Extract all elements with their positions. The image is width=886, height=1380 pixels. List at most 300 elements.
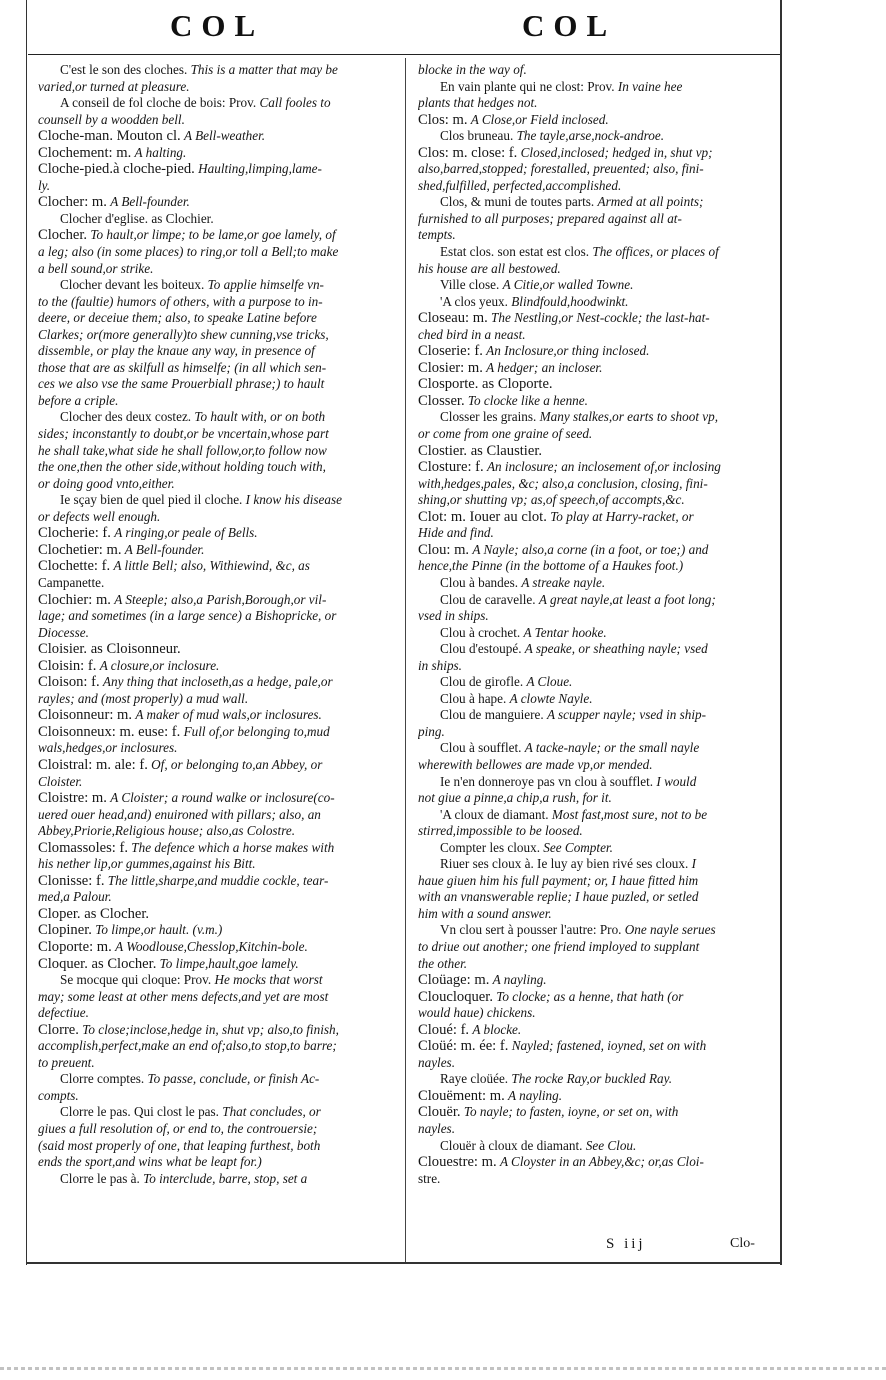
scan-edge-artifact bbox=[0, 1367, 886, 1370]
dictionary-line bbox=[38, 409, 398, 426]
english-gloss: See Compter. bbox=[543, 839, 613, 855]
header-rule bbox=[28, 54, 780, 55]
english-gloss: A Bell-founder. bbox=[124, 541, 205, 557]
dictionary-line bbox=[38, 856, 398, 873]
english-gloss: or defects well enough. bbox=[38, 508, 161, 524]
dictionary-line bbox=[38, 625, 398, 642]
dictionary-line bbox=[418, 740, 773, 757]
dictionary-line bbox=[418, 145, 773, 162]
english-gloss: with an vnanswerable replie; I haue puzled, or setled bbox=[418, 889, 699, 905]
dictionary-line bbox=[38, 956, 398, 973]
dictionary-line bbox=[38, 939, 398, 956]
english-gloss: A great nayle,at least a foot long; bbox=[538, 591, 716, 607]
french-term: Compter les cloux. bbox=[440, 839, 540, 855]
french-term: stre. bbox=[418, 1170, 441, 1186]
footer-rule bbox=[26, 1262, 782, 1264]
english-gloss: ends the sport,and wins what be leapt for.) bbox=[38, 1154, 262, 1170]
dictionary-line bbox=[418, 691, 773, 708]
dictionary-line bbox=[38, 724, 398, 741]
english-gloss: To passe, conclude, or finish Ac- bbox=[147, 1071, 320, 1087]
english-gloss: I bbox=[691, 856, 696, 872]
dictionary-line bbox=[418, 757, 773, 774]
dictionary-line bbox=[418, 393, 773, 410]
dictionary-line bbox=[418, 807, 773, 824]
dictionary-line bbox=[38, 343, 398, 360]
english-gloss: See Clou. bbox=[585, 1137, 637, 1153]
english-gloss: The little,sharpe,and muddie cockle, tear- bbox=[107, 872, 329, 888]
english-gloss: A Cloister; a round walke or inclosure(co- bbox=[110, 790, 335, 806]
dictionary-line bbox=[418, 112, 773, 129]
english-gloss: An Inclosure,or thing inclosed. bbox=[486, 343, 650, 359]
english-gloss: In vaine hee bbox=[617, 78, 683, 94]
french-term: Clocherie: f. bbox=[38, 525, 111, 542]
english-gloss: A hedger; an incloser. bbox=[486, 359, 603, 375]
dictionary-line bbox=[38, 1005, 398, 1022]
english-gloss: not giue a pinne,a chip,a rush, for it. bbox=[418, 790, 612, 806]
english-gloss: A blocke. bbox=[472, 1021, 522, 1037]
french-term: 'A clos yeux. bbox=[440, 293, 508, 309]
dictionary-line bbox=[38, 889, 398, 906]
french-term: Cloquer. as Clocher. bbox=[38, 955, 157, 972]
english-gloss: A nayling. bbox=[492, 972, 547, 988]
french-term: Clouër à cloux de diamant. bbox=[440, 1137, 583, 1153]
english-gloss: giues a full resolution of, or end to, the controuersie; bbox=[38, 1121, 318, 1136]
english-gloss: Cloister. bbox=[38, 773, 83, 789]
dictionary-line bbox=[38, 376, 398, 393]
english-gloss: nayles. bbox=[418, 1054, 455, 1070]
dictionary-line bbox=[418, 674, 773, 691]
french-term: Clomassoles: f. bbox=[38, 839, 128, 856]
english-gloss: med,a Palour. bbox=[38, 889, 112, 905]
english-gloss: The offices, or places of bbox=[592, 244, 719, 260]
dictionary-line bbox=[38, 1104, 398, 1121]
dictionary-line bbox=[418, 327, 773, 344]
english-gloss: (said most properly of one, that leaping furthest, both bbox=[38, 1137, 321, 1153]
english-gloss: his nether lip,or gummes,against his Bitt. bbox=[38, 856, 256, 872]
french-term: Se mocque qui cloque: Prov. bbox=[60, 972, 212, 988]
english-gloss: or come from one graine of seed. bbox=[418, 426, 593, 442]
dictionary-line bbox=[38, 1171, 398, 1188]
left-column bbox=[38, 62, 398, 1187]
english-gloss: Armed at all points; bbox=[597, 194, 704, 210]
english-gloss: I would bbox=[656, 773, 697, 789]
dictionary-line bbox=[418, 840, 773, 857]
english-gloss: That concludes, or bbox=[222, 1104, 321, 1120]
english-gloss: the other. bbox=[418, 955, 468, 971]
english-gloss: compts. bbox=[38, 1087, 79, 1103]
french-term: Clos: m. close: f. bbox=[418, 144, 518, 161]
dictionary-line bbox=[38, 1154, 398, 1171]
dictionary-line bbox=[38, 691, 398, 708]
dictionary-line bbox=[418, 459, 773, 476]
dictionary-line bbox=[38, 1121, 398, 1138]
french-term: Raye cloüée. bbox=[440, 1071, 509, 1087]
english-gloss: I know his disease bbox=[245, 492, 342, 508]
english-gloss: with,hedges,pales, &c; also,a conclusion, closing, fini- bbox=[418, 475, 708, 491]
dictionary-line bbox=[38, 443, 398, 460]
dictionary-line bbox=[38, 360, 398, 377]
english-gloss: to preuent. bbox=[38, 1054, 95, 1070]
dictionary-line bbox=[38, 1038, 398, 1055]
english-gloss: tempts. bbox=[418, 227, 456, 243]
french-term: Closporte. as Cloporte. bbox=[418, 376, 553, 393]
french-term: Clochement: m. bbox=[38, 144, 132, 161]
english-gloss: counsell by a woodden bell. bbox=[38, 111, 185, 127]
english-gloss: A Citie,or walled Towne. bbox=[502, 277, 634, 293]
english-gloss: wherewith bellowes are made vp,or mended. bbox=[418, 756, 653, 772]
dictionary-line bbox=[418, 343, 773, 360]
dictionary-line bbox=[418, 128, 773, 145]
english-gloss: A Cloue. bbox=[526, 674, 573, 690]
dictionary-line bbox=[418, 277, 773, 294]
english-gloss: To play at Harry-racket, or bbox=[550, 508, 694, 524]
english-gloss: Clarkes; or(more generally)to shew cunning,vse tricks, bbox=[38, 326, 329, 342]
dictionary-line bbox=[38, 608, 398, 625]
english-gloss: A Close,or Field inclosed. bbox=[470, 111, 609, 127]
dictionary-line bbox=[418, 95, 773, 112]
dictionary-line bbox=[418, 658, 773, 675]
english-gloss: To hault with, or on both bbox=[194, 409, 326, 425]
french-term: Closture: f. bbox=[418, 459, 484, 476]
dictionary-line bbox=[418, 1138, 773, 1155]
french-term: Cloisonneur: m. bbox=[38, 707, 133, 724]
french-term: Closser. bbox=[418, 392, 465, 409]
dictionary-line bbox=[418, 1104, 773, 1121]
dictionary-line bbox=[38, 161, 398, 178]
english-gloss: To applie himselfe vn- bbox=[207, 277, 324, 293]
english-gloss: Blindfould,hoodwinkt. bbox=[511, 293, 629, 309]
english-gloss: in ships. bbox=[418, 657, 462, 673]
french-term: Clou à hape. bbox=[440, 690, 507, 706]
french-term: Estat clos. son estat est clos. bbox=[440, 244, 590, 260]
english-gloss: The defence which a horse makes with bbox=[131, 839, 335, 855]
english-gloss: or doing good vnto,either. bbox=[38, 475, 175, 491]
french-term: Clonisse: f. bbox=[38, 872, 105, 889]
english-gloss: deere, or deceiue them; also, to speake Latine before bbox=[38, 310, 317, 326]
english-gloss: Call fooles to bbox=[259, 95, 331, 111]
dictionary-line bbox=[38, 62, 398, 79]
running-headword-left: COL bbox=[170, 8, 265, 43]
dictionary-line bbox=[418, 227, 773, 244]
french-term: Clou à crochet. bbox=[440, 624, 521, 640]
french-term: Ie sçay bien de quel pied il cloche. bbox=[60, 492, 243, 508]
dictionary-line bbox=[38, 740, 398, 757]
english-gloss: furnished to all purposes; prepared against all at- bbox=[418, 210, 682, 226]
french-term: Clouër. bbox=[418, 1104, 461, 1121]
french-term: Cloisonneux: m. euse: f. bbox=[38, 723, 181, 740]
dictionary-line bbox=[38, 509, 398, 526]
english-gloss: Many stalkes,or earts to shoot vp, bbox=[539, 409, 719, 425]
french-term: Clochier: m. bbox=[38, 591, 111, 608]
dictionary-line bbox=[418, 261, 773, 278]
dictionary-line bbox=[418, 956, 773, 973]
dictionary-line bbox=[38, 426, 398, 443]
french-term: Ie n'en donneroye pas vn clou à soufflet. bbox=[440, 773, 654, 789]
dictionary-line bbox=[38, 823, 398, 840]
dictionary-line bbox=[38, 294, 398, 311]
french-term: Cloué: f. bbox=[418, 1021, 470, 1038]
french-term: Clos, & muni de toutes parts. bbox=[440, 194, 595, 210]
dictionary-line bbox=[38, 310, 398, 327]
dictionary-line bbox=[38, 807, 398, 824]
english-gloss: Nayled; fastened, ioyned, set on with bbox=[511, 1038, 707, 1054]
english-gloss: To clocke like a henne. bbox=[467, 392, 588, 408]
dictionary-line bbox=[38, 558, 398, 575]
dictionary-line bbox=[418, 724, 773, 741]
french-term: Closerie: f. bbox=[418, 343, 483, 360]
english-gloss: Closed,inclosed; hedged in, shut vp; bbox=[520, 144, 713, 160]
french-term: Closeau: m. bbox=[418, 310, 488, 327]
french-term: 'A cloux de diamant. bbox=[440, 806, 549, 822]
english-gloss: dissemble, or play the knaue any way, in presence of bbox=[38, 343, 315, 359]
english-gloss: wals,hedges,or inclosures. bbox=[38, 740, 178, 756]
english-gloss: One nayle serues bbox=[624, 922, 716, 938]
dictionary-line bbox=[38, 972, 398, 989]
dictionary-line bbox=[38, 1138, 398, 1155]
french-term: Clorre le pas. Qui clost le pas. bbox=[60, 1104, 219, 1120]
english-gloss: A halting. bbox=[134, 144, 187, 160]
french-term: Cloucloquer. bbox=[418, 988, 493, 1005]
english-gloss: varied,or turned at pleasure. bbox=[38, 78, 190, 94]
english-gloss: An inclosure; an inclosement of,or inclosing bbox=[486, 459, 721, 475]
english-gloss: a bell sound,or strike. bbox=[38, 260, 154, 276]
dictionary-line bbox=[418, 1071, 773, 1088]
english-gloss: A nayling. bbox=[508, 1087, 563, 1103]
english-gloss: Most fast,most sure, not to be bbox=[551, 806, 708, 822]
english-gloss: also,barred,stopped; forestalled, preuented; also, fini- bbox=[418, 161, 704, 177]
english-gloss: may; some least at other mens defects,and yet are most bbox=[38, 988, 329, 1004]
dictionary-line bbox=[418, 558, 773, 575]
french-term: Cloper. as Clocher. bbox=[38, 905, 150, 922]
dictionary-line bbox=[418, 1038, 773, 1055]
english-gloss: Haulting,limping,lame- bbox=[198, 161, 322, 177]
dictionary-line bbox=[38, 542, 398, 559]
french-term: Closser les grains. bbox=[440, 409, 537, 425]
english-gloss: A Bell-weather. bbox=[183, 128, 266, 144]
english-gloss: vsed in ships. bbox=[418, 608, 489, 624]
french-term: C'est le son des cloches. bbox=[60, 62, 188, 77]
signature-mark: S iij bbox=[606, 1236, 646, 1252]
dictionary-line bbox=[418, 194, 773, 211]
french-term: Cloistre: m. bbox=[38, 790, 107, 807]
dictionary-line bbox=[418, 244, 773, 261]
dictionary-line bbox=[418, 922, 773, 939]
dictionary-line bbox=[418, 509, 773, 526]
french-term: Ville close. bbox=[440, 277, 500, 293]
dictionary-line bbox=[38, 592, 398, 609]
french-term: Clos: m. bbox=[418, 111, 468, 128]
dictionary-line bbox=[418, 1055, 773, 1072]
dictionary-line bbox=[418, 360, 773, 377]
english-gloss: uered ouer head,and) enuironed with pillars; also, an bbox=[38, 806, 321, 822]
english-gloss: his house are all bestowed. bbox=[418, 260, 561, 276]
french-term: Clocher: m. bbox=[38, 194, 107, 211]
english-gloss: Of, or belonging to,an Abbey, or bbox=[151, 756, 323, 772]
dictionary-line bbox=[38, 641, 398, 658]
english-gloss: A clowte Nayle. bbox=[509, 690, 593, 706]
dictionary-line bbox=[38, 575, 398, 592]
english-gloss: nayles. bbox=[418, 1121, 455, 1136]
english-gloss: A maker of mud wals,or inclosures. bbox=[135, 707, 322, 723]
english-gloss: stirred,impossible to be loosed. bbox=[418, 823, 583, 839]
english-gloss: him with a sound answer. bbox=[418, 905, 552, 921]
dictionary-line bbox=[38, 393, 398, 410]
french-term: Clochette: f. bbox=[38, 558, 111, 575]
french-term: Clou à bandes. bbox=[440, 574, 519, 590]
french-term: Cloüé: m. ée: f. bbox=[418, 1038, 509, 1055]
dictionary-line bbox=[418, 939, 773, 956]
english-gloss: To close;inclose,hedge in, shut vp; also,to finish, bbox=[82, 1021, 339, 1037]
dictionary-line bbox=[418, 608, 773, 625]
english-gloss: A streake nayle. bbox=[521, 574, 606, 590]
dictionary-line bbox=[38, 1088, 398, 1105]
dictionary-line bbox=[38, 244, 398, 261]
english-gloss: A Cloyster in an Abbey,&c; or,as Cloi- bbox=[499, 1154, 704, 1170]
dictionary-line bbox=[418, 62, 773, 79]
dictionary-line bbox=[418, 1154, 773, 1171]
running-headword-right: COL bbox=[522, 8, 617, 43]
english-gloss: Hide and find. bbox=[418, 525, 494, 541]
french-term: En vain plante qui ne clost: Prov. bbox=[440, 78, 615, 94]
dictionary-line bbox=[418, 906, 773, 923]
french-term: Clou de caravelle. bbox=[440, 591, 536, 607]
english-gloss: A Nayle; also,a corne (in a foot, or toe;) and bbox=[472, 541, 709, 557]
dictionary-line bbox=[418, 542, 773, 559]
dictionary-line bbox=[418, 641, 773, 658]
english-gloss: defectiue. bbox=[38, 1005, 89, 1021]
dictionary-line bbox=[418, 476, 773, 493]
dictionary-line bbox=[38, 194, 398, 211]
french-term: Clopiner. bbox=[38, 922, 92, 939]
dictionary-line bbox=[38, 79, 398, 96]
dictionary-line bbox=[38, 459, 398, 476]
dictionary-line bbox=[418, 889, 773, 906]
english-gloss: He mocks that worst bbox=[214, 972, 323, 988]
french-term: Clostier. as Claustier. bbox=[418, 442, 543, 459]
dictionary-line bbox=[418, 409, 773, 426]
dictionary-line bbox=[418, 790, 773, 807]
dictionary-line bbox=[38, 128, 398, 145]
dictionary-line bbox=[418, 376, 773, 393]
dictionary-line bbox=[38, 658, 398, 675]
english-gloss: A Woodlouse,Chesslop,Kitchin-bole. bbox=[115, 938, 308, 954]
english-gloss: To interclude, barre, stop, set a bbox=[143, 1170, 308, 1186]
french-term: Clorre comptes. bbox=[60, 1071, 145, 1087]
english-gloss: before a criple. bbox=[38, 392, 119, 408]
french-term: Clouestre: m. bbox=[418, 1154, 497, 1171]
english-gloss: hence,the Pinne (in the bottome of a Haukes foot.) bbox=[418, 558, 684, 574]
english-gloss: Any thing that incloseth,as a hedge, pale,or bbox=[102, 674, 333, 690]
dictionary-line bbox=[418, 625, 773, 642]
french-term: Campanette. bbox=[38, 574, 105, 590]
french-term: Clouëment: m. bbox=[418, 1087, 505, 1104]
catchword: Clo- bbox=[730, 1236, 755, 1251]
french-term: Clou de girofle. bbox=[440, 674, 524, 690]
english-gloss: This is a matter that may be bbox=[190, 62, 338, 77]
english-gloss: Diocesse. bbox=[38, 624, 89, 640]
french-term: Cloporte: m. bbox=[38, 938, 112, 955]
dictionary-line bbox=[418, 774, 773, 791]
english-gloss: The rocke Ray,or buckled Ray. bbox=[511, 1071, 673, 1087]
dictionary-line bbox=[418, 1005, 773, 1022]
dictionary-line bbox=[418, 79, 773, 96]
french-term: Cloison: f. bbox=[38, 674, 100, 691]
french-term: Clou de manguiere. bbox=[440, 707, 544, 723]
column-divider bbox=[405, 58, 406, 1263]
english-gloss: The tayle,arse,nock-androe. bbox=[516, 128, 665, 144]
dictionary-line bbox=[38, 922, 398, 939]
english-gloss: plants that hedges not. bbox=[418, 95, 538, 111]
french-term: Clot: m. Iouer au clot. bbox=[418, 508, 547, 525]
dictionary-line bbox=[38, 774, 398, 791]
french-term: Clocher. bbox=[38, 227, 88, 244]
dictionary-line bbox=[38, 1071, 398, 1088]
dictionary-line bbox=[418, 707, 773, 724]
dictionary-line bbox=[418, 1022, 773, 1039]
dictionary-line bbox=[418, 972, 773, 989]
english-gloss: lage; and sometimes (in a large sence) a Bishopricke, or bbox=[38, 608, 337, 624]
english-gloss: ping. bbox=[418, 723, 445, 739]
dictionary-line bbox=[418, 856, 773, 873]
dictionary-line bbox=[38, 145, 398, 162]
english-gloss: ched bird in a neast. bbox=[418, 326, 526, 342]
dictionary-line bbox=[38, 707, 398, 724]
dictionary-line bbox=[38, 95, 398, 112]
dictionary-line bbox=[418, 426, 773, 443]
french-term: Cloisin: f. bbox=[38, 657, 97, 674]
english-gloss: A Bell-founder. bbox=[110, 194, 190, 210]
english-gloss: accomplish,perfect,make an end of;also,to stop,to barre; bbox=[38, 1038, 337, 1054]
english-gloss: Full of,or belonging to,mud bbox=[183, 723, 330, 739]
french-term: Clorre. bbox=[38, 1021, 79, 1038]
dictionary-line bbox=[418, 211, 773, 228]
french-term: Cloche-man. Mouton cl. bbox=[38, 128, 181, 145]
dictionary-line bbox=[418, 310, 773, 327]
english-gloss: haue giuen him his full payment; or, I haue fitted him bbox=[418, 872, 699, 888]
french-term: Vn clou sert à pousser l'autre: Pro. bbox=[440, 922, 622, 938]
french-term: Clou: m. bbox=[418, 541, 470, 558]
french-term: Clou à soufflet. bbox=[440, 740, 522, 756]
dictionary-line bbox=[38, 906, 398, 923]
english-gloss: ly. bbox=[38, 177, 51, 193]
dictionary-line bbox=[38, 1022, 398, 1039]
english-gloss: a leg; also (in some places) to ring,or toll a Bell;to make bbox=[38, 244, 339, 260]
french-term: A conseil de fol cloche de bois: Prov. bbox=[60, 95, 257, 111]
english-gloss: A scupper nayle; vsed in ship- bbox=[546, 707, 707, 723]
dictionary-line bbox=[418, 443, 773, 460]
french-term: Clocher devant les boiteux. bbox=[60, 277, 205, 293]
english-gloss: A ringing,or peale of Bells. bbox=[114, 525, 258, 541]
dictionary-line bbox=[38, 277, 398, 294]
english-gloss: To hault,or limpe; to be lame,or goe lamely, of bbox=[90, 227, 336, 243]
english-gloss: to driue out another; one friend imployed to supplant bbox=[418, 938, 700, 954]
page-frame-left bbox=[26, 0, 27, 1265]
dictionary-line bbox=[418, 492, 773, 509]
english-gloss: shing,or shutting vp; as,of speech,of accompts,&c. bbox=[418, 492, 685, 508]
dictionary-line bbox=[38, 492, 398, 509]
dictionary-line bbox=[38, 227, 398, 244]
dictionary-line bbox=[418, 161, 773, 178]
english-gloss: Abbey,Priorie,Religious house; also,as Colostre. bbox=[38, 823, 296, 839]
french-term: Riuer ses cloux à. Ie luy ay bien rivé ses cloux. bbox=[440, 856, 689, 872]
english-gloss: he shall take,what side he shall follow,or,to follow now bbox=[38, 442, 327, 458]
french-term: Clou d'estoupé. bbox=[440, 641, 522, 657]
french-term: Clocher d'eglise. as Clochier. bbox=[60, 210, 214, 226]
dictionary-line bbox=[418, 989, 773, 1006]
dictionary-line bbox=[38, 840, 398, 857]
english-gloss: blocke in the way of. bbox=[418, 62, 527, 77]
dictionary-line bbox=[38, 476, 398, 493]
